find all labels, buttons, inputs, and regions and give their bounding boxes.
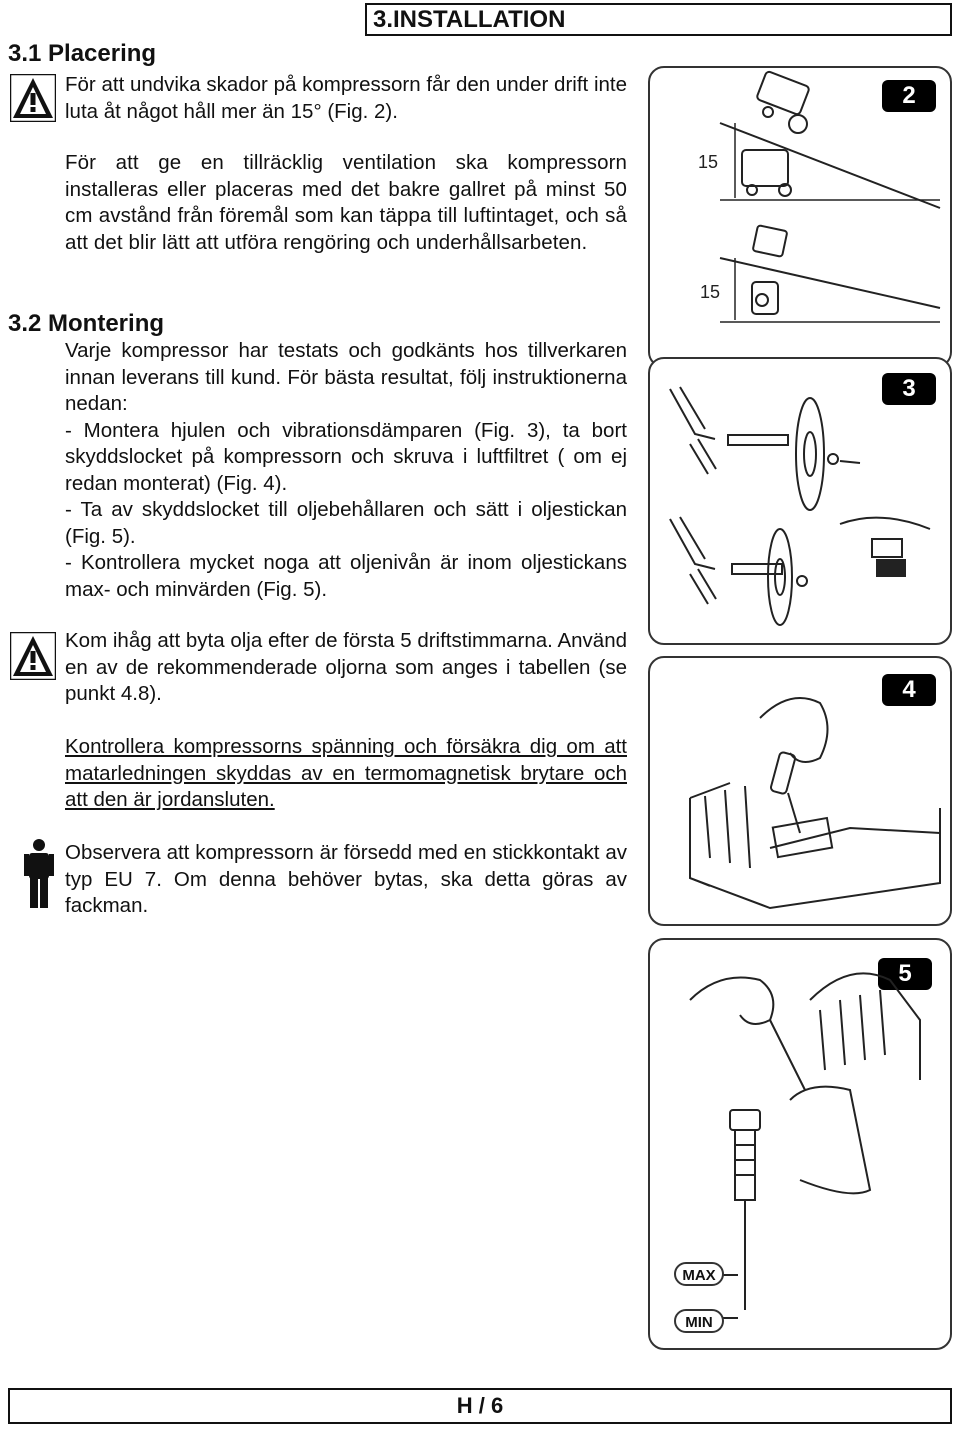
figure-3-wheels — [648, 357, 952, 645]
voltage-note: Kontrollera kompressorns spänning och försäkra dig om att matarledningen skyddas av en termomagnetisk brytare och att den är jordansluten. — [65, 735, 627, 811]
warning-triangle-icon — [10, 74, 56, 127]
plug-note: Observera att kompressorn är försedd med en stickkontakt av typ EU 7. Om denna behöver bytas, ska detta göras av fackman. — [65, 841, 627, 917]
mounting-instructions — [65, 338, 627, 603]
mounting-line-4: - Kontrollera mycket noga att oljenivån är inom oljestickans max- och minvärden (Fig. 5). — [65, 551, 627, 601]
min-level-label: MIN — [674, 1309, 724, 1333]
section-3-1-title: 3.1 Placering — [8, 40, 157, 67]
top-angle-label: 15 — [698, 152, 719, 172]
figure-4-badge: 4 — [882, 674, 936, 706]
oil-change-warning: Kom ihåg att byta olja efter de första 5 driftstimmarna. Använd en av de rekommenderade oljorna som anges i tabellen (se punkt 4.8). — [65, 629, 627, 705]
chapter-header: 3.INSTALLATION — [365, 3, 952, 36]
page-number: H / 6 — [8, 1388, 952, 1424]
mounting-line-1: Varje kompressor har testats och godkänts hos tillverkaren innan leverans till kund. För bästa resultat, följ instruktionerna nedan: — [65, 339, 627, 415]
technician-figure-icon — [24, 838, 54, 913]
section-3-2-title: 3.2 Montering — [8, 310, 165, 337]
placement-warning-text: För att undvika skador på kompressorn får den under drift inte luta åt något håll mer än 15° (Fig. 2). — [65, 73, 627, 123]
figure-2-tilt — [648, 66, 952, 368]
oil-warning-triangle-icon — [10, 632, 56, 685]
figure-5-oil-dipstick — [648, 938, 952, 1350]
figure-3-badge: 3 — [882, 373, 936, 405]
figure-2-badge: 2 — [882, 80, 936, 112]
figure-5-badge: 5 — [878, 958, 932, 990]
figure-4-air-filter — [648, 656, 952, 926]
mounting-line-2: - Montera hjulen och vibrationsdämparen (Fig. 3), ta bort skyddslocket på kompressorn och skruva i luftfiltret ( om ej redan monterat) (Fig. 4). — [65, 418, 627, 495]
mounting-line-3: - Ta av skyddslocket till oljebehållaren och sätt i oljestickan (Fig. 5). — [65, 498, 627, 548]
ventilation-paragraph: För att ge en tillräcklig ventilation ska kompressorn installeras eller placeras med det bakre gallret på minst 50 cm avstånd från föremål som kan täppa till luftintaget, och så att det blir lätt att utföra rengöring och underhållsarbeten. — [65, 151, 627, 254]
bottom-angle-label: 15 — [700, 282, 721, 302]
max-level-label: MAX — [674, 1262, 724, 1286]
